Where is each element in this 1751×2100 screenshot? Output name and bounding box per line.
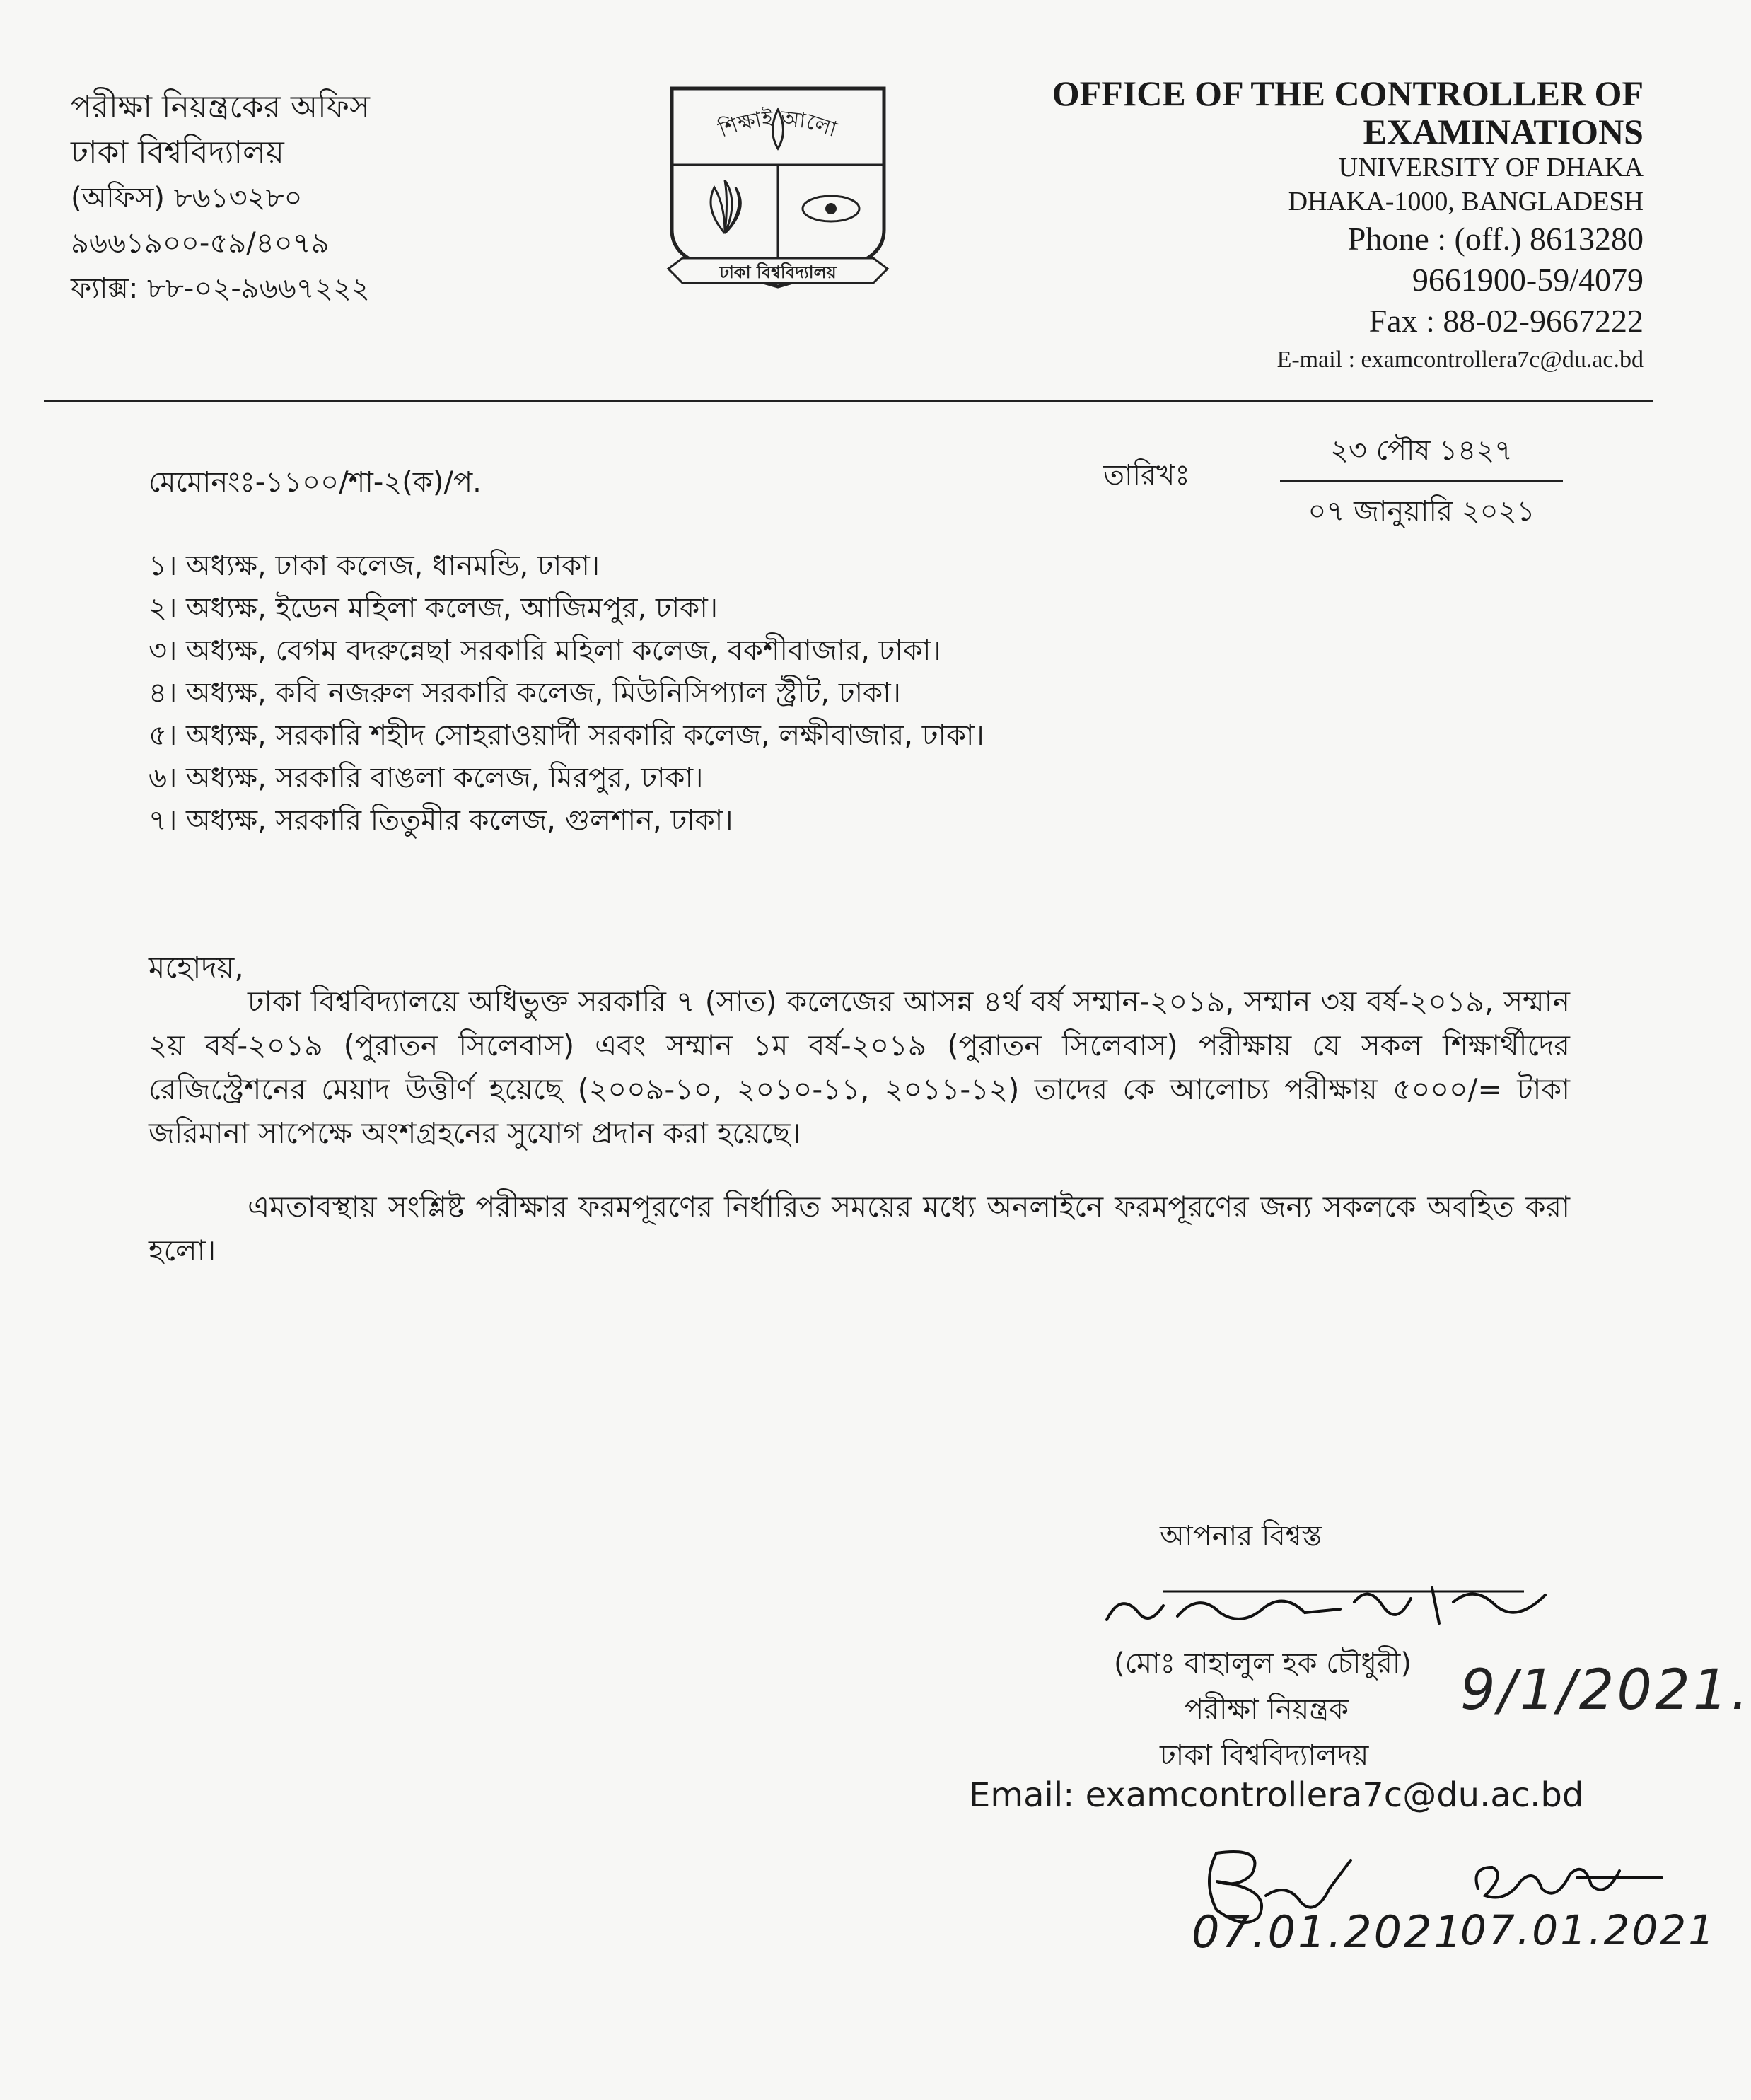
office-title-line2: EXAMINATIONS bbox=[1363, 112, 1644, 151]
list-item: ৬। অধ্যক্ষ, সরকারি বাঙলা কলেজ, মিরপুর, ঢাকা। bbox=[149, 762, 704, 794]
body-paragraph: ঢাকা বিশ্ববিদ্যালয়ে অধিভুক্ত সরকারি ৭ (সাত) কলেজের আসন্ন ৪র্থ বর্ষ সম্মান-২০১৯, সম্মান ৩য় বর্ষ-২০১৯, সম্মান ২য় বর্ষ-২০১৯ (পুরাতন সিলেবাস) এবং সম্মান ১ম বর্ষ-২০১৯ (পুরাতন সিলেবাস) পরীক্ষায় যে সকল শিক্ষার্থীদের রেজিস্ট্রেশনের মেয়াদ উত্তীর্ণ হয়েছে (২০০৯-১০, ২০১০-১১, ২০১১-১২) তাদের কে আলোচ্য পরীক্ষায় ৫০০০/= টাকা জরিমানা সাপেক্ষে অংশগ্রহনের সুযোগ প্রদান করা হয়েছে। bbox=[149, 985, 1570, 1150]
header-right-block bbox=[1052, 74, 1644, 378]
recipient-list bbox=[149, 545, 984, 842]
date-gregorian: ০৭ জানুয়ারি ২০২১ bbox=[1308, 495, 1535, 528]
header-left-block bbox=[71, 85, 370, 311]
signature-controller bbox=[1100, 1570, 1552, 1641]
fax-en: Fax : 88-02-9667222 bbox=[1368, 303, 1644, 339]
university-seal-logo bbox=[661, 81, 895, 304]
signer-organization: ঢাকা বিশ্ববিদ্যালদয় bbox=[1160, 1739, 1369, 1772]
closing: আপনার বিশ্বস্ত bbox=[1160, 1520, 1322, 1553]
email-line: Email: examcontrollera7c@du.ac.bd bbox=[969, 1775, 1584, 1815]
handwritten-date: 9/1/2021. bbox=[1460, 1659, 1751, 1722]
seal-ribbon-text: ঢাকা বিশ্ববিদ্যালয় bbox=[719, 262, 837, 282]
address-en: DHAKA-1000, BANGLADESH bbox=[1288, 187, 1644, 216]
handwritten-date: 07.01.2021 bbox=[1460, 1906, 1717, 1954]
list-item: ৪। অধ্যক্ষ, কবি নজরুল সরকারি কলেজ, মিউনিসিপ্যাল স্ট্রীট, ঢাকা। bbox=[149, 677, 901, 709]
email-en: E-mail : examcontrollera7c@du.ac.bd bbox=[1276, 347, 1644, 373]
salutation: মহোদয়, bbox=[149, 950, 244, 985]
list-item: ৭। অধ্যক্ষ, সরকারি তিতুমীর কলেজ, গুলশান, ঢাকা। bbox=[149, 804, 733, 837]
list-item: ৩। অধ্যক্ষ, বেগম বদরুন্নেছা সরকারি মহিলা কলেজ, বকশীবাজার, ঢাকা। bbox=[149, 634, 941, 667]
list-item: ৫। অধ্যক্ষ, সরকারি শহীদ সোহরাওয়ার্দী সরকারি কলেজ, লক্ষীবাজার, ঢাকা। bbox=[149, 719, 984, 752]
office-name-bn: পরীক্ষা নিয়ন্ত্রকের অফিস bbox=[71, 89, 370, 125]
date-bengali-calendar: ২৩ পৌষ ১৪২৭ bbox=[1280, 428, 1563, 482]
fax-bn: ফ্যাক্স: ৮৮-০২-৯৬৬৭২২২ bbox=[71, 272, 370, 305]
list-item: ২। অধ্যক্ষ, ইডেন মহিলা কলেজ, আজিমপুর, ঢাকা। bbox=[149, 592, 719, 625]
letter-body bbox=[149, 980, 1570, 1302]
university-name-en: UNIVERSITY OF DHAKA bbox=[1338, 153, 1644, 182]
signer-title: পরীক্ষা নিয়ন্ত্রক bbox=[1185, 1693, 1349, 1726]
office-title-line1: OFFICE OF THE CONTROLLER OF bbox=[1052, 74, 1644, 113]
seal-motto: শিক্ষাই আলো bbox=[715, 105, 840, 143]
date-label: তারিখঃ bbox=[1103, 459, 1190, 492]
header-divider bbox=[44, 400, 1653, 402]
phone-range-en: 9661900-59/4079 bbox=[1412, 262, 1644, 298]
body-paragraph: এমতাবস্থায় সংশ্লিষ্ট পরীক্ষার ফরমপূরণের নির্ধারিত সময়ের মধ্যে অনলাইনে ফরমপূরণের জন্য সকলকে অবহিত করা হলো। bbox=[149, 1190, 1570, 1267]
handwritten-date: 07.01.2021 bbox=[1192, 1906, 1464, 1958]
phone-en: Phone : (off.) 8613280 bbox=[1347, 221, 1644, 257]
list-item: ১। অধ্যক্ষ, ঢাকা কলেজ, ধানমন্ডি, ঢাকা। bbox=[149, 550, 600, 582]
signer-name: (মোঃ বাহালুল হক চৌধুরী) bbox=[1114, 1647, 1412, 1680]
phone-range-bn: ৯৬৬১৯০০-৫৯/৪০৭৯ bbox=[71, 227, 330, 260]
office-phone-bn: (অফিস) ৮৬১৩২৮০ bbox=[71, 182, 303, 214]
date-block bbox=[1280, 428, 1563, 536]
university-name-bn: ঢাকা বিশ্ববিদ্যালয় bbox=[71, 134, 284, 170]
memo-number: মেমোনংঃ-১১০০/শা-২(ক)/প. bbox=[149, 466, 482, 499]
